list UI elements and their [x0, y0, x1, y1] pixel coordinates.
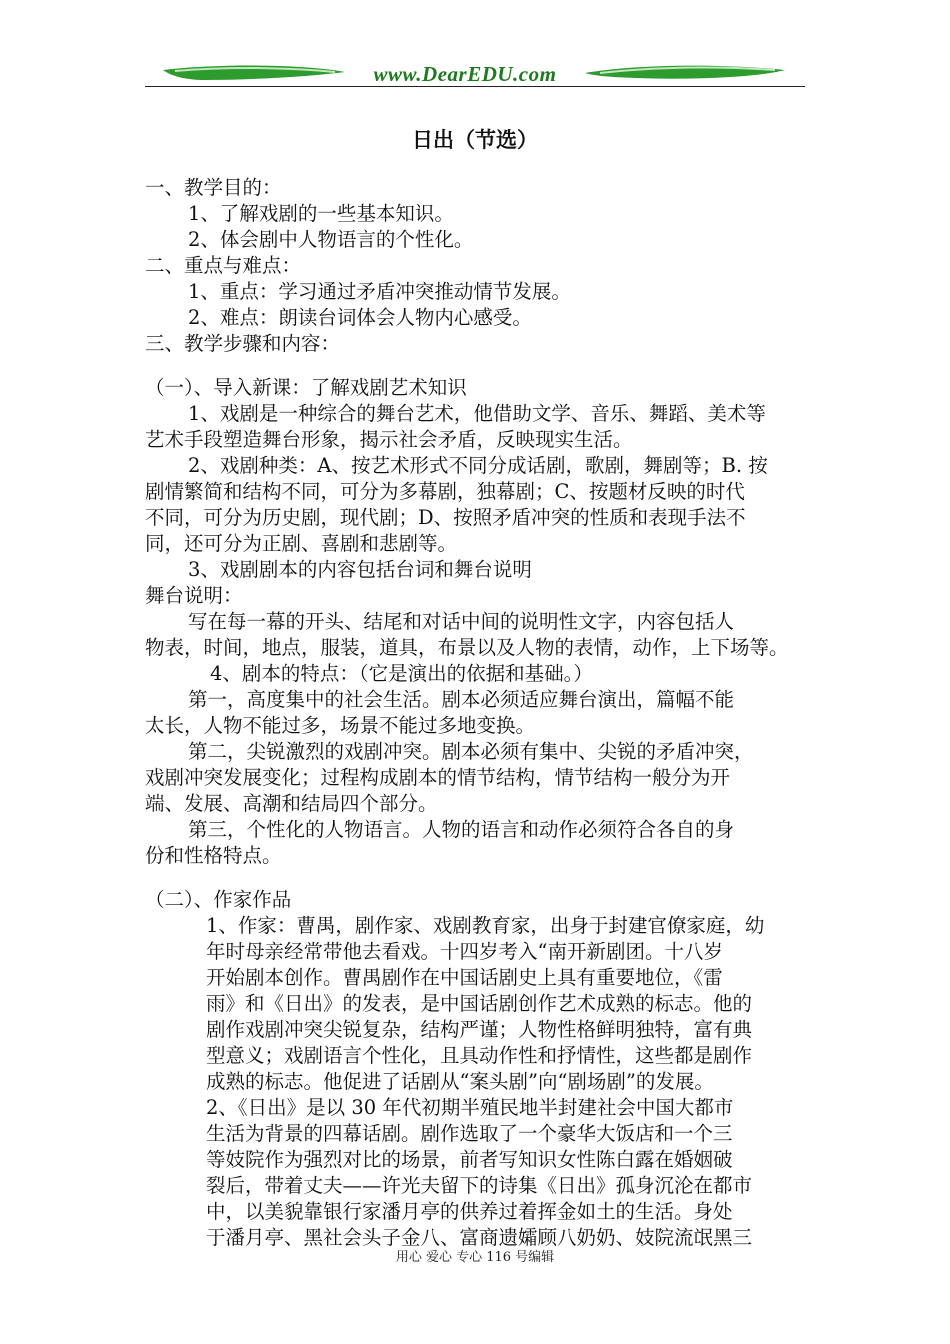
text-line: 4、剧本的特点：（它是演出的依据和基础。）	[210, 662, 593, 685]
text-line: 第二，尖锐激烈的戏剧冲突。剧本必须有集中、尖锐的矛盾冲突，	[188, 740, 754, 763]
text-line: 物表，时间，地点，服装，道具，布景以及人物的表情，动作，上下场等。	[145, 636, 789, 659]
site-logo-text[interactable]: www.DearEDU.com	[373, 62, 557, 86]
text-line: 剧情繁简和结构不同，可分为多幕剧，独幕剧；C、按题材反映的时代	[145, 480, 745, 503]
text-line: 中，以美貌靠银行家潘月亭的供养过着挥金如土的生活。身处	[206, 1200, 733, 1223]
header-divider	[145, 86, 805, 87]
page-footer: 用心 爱心 专心 116 号编辑	[395, 1250, 555, 1265]
text-line: 太长，人物不能过多，场景不能过多地变换。	[145, 714, 536, 737]
text-line: 2、戏剧种类：A、按艺术形式不同分成话剧，歌剧，舞剧等；B. 按	[188, 454, 768, 477]
text-line: 同，还可分为正剧、喜剧和悲剧等。	[145, 532, 458, 555]
text-line: 生活为背景的四幕话剧。剧作选取了一个豪华大饭店和一个三	[206, 1122, 733, 1145]
text-line: 剧作戏剧冲突尖锐复杂，结构严谨；人物性格鲜明独特，富有典	[206, 1018, 753, 1041]
text-line: 不同，可分为历史剧，现代剧；D、按照矛盾冲突的性质和表现手法不	[145, 506, 746, 529]
text-line: 1、戏剧是一种综合的舞台艺术，他借助文学、音乐、舞蹈、美术等	[188, 402, 766, 425]
text-line: 2、难点：朗读台词体会人物内心感受。	[188, 306, 532, 329]
text-line: 年时母亲经常带他去看戏。十四岁考入“南开新剧团。十八岁	[206, 940, 723, 963]
text-line: 舞台说明：	[145, 584, 243, 607]
text-line: 戏剧冲突发展变化；过程构成剧本的情节结构，情节结构一般分为开	[145, 766, 731, 789]
text-line: （一）、导入新课：了解戏剧艺术知识	[145, 376, 467, 399]
text-line: （二）、作家作品	[145, 888, 292, 911]
text-line: 2、体会剧中人物语言的个性化。	[188, 228, 474, 251]
text-line: 一、教学目的：	[145, 176, 282, 199]
text-line: 1、重点：学习通过矛盾冲突推动情节发展。	[188, 280, 571, 303]
text-line: 2、《日出》是以 30 年代初期半殖民地半封建社会中国大都市	[206, 1096, 734, 1119]
text-line: 第一，高度集中的社会生活。剧本必须适应舞台演出，篇幅不能	[188, 688, 735, 711]
text-line: 1、了解戏剧的一些基本知识。	[188, 202, 454, 225]
text-line: 写在每一幕的开头、结尾和对话中间的说明性文字，内容包括人	[188, 610, 735, 633]
text-line: 开始剧本创作。曹禺剧作在中国话剧史上具有重要地位，《雷	[206, 966, 723, 989]
text-line: 3、戏剧剧本的内容包括台词和舞台说明	[188, 558, 532, 581]
text-line: 份和性格特点。	[145, 844, 282, 867]
text-line: 型意义；戏剧语言个性化，且具动作性和抒情性，这些都是剧作	[206, 1044, 753, 1067]
text-line: 1、作家：曹禺，剧作家、戏剧教育家，出身于封建官僚家庭，幼	[206, 914, 765, 937]
text-line: 雨》和《日出》的发表，是中国话剧创作艺术成熟的标志。他的	[206, 992, 753, 1015]
text-line: 三、教学步骤和内容：	[145, 332, 341, 355]
text-line: 二、重点与难点：	[145, 254, 302, 277]
text-line: 裂后，带着丈夫——许光夫留下的诗集《日出》孤身沉沦在都市	[206, 1174, 753, 1197]
text-line: 成熟的标志。他促进了话剧从“案头剧”向“剧场剧”的发展。	[206, 1070, 714, 1093]
text-line: 端、发展、高潮和结局四个部分。	[145, 792, 438, 815]
text-line: 等妓院作为强烈对比的场景，前者写知识女性陈白露在婚姻破	[206, 1148, 733, 1171]
text-line: 艺术手段塑造舞台形象，揭示社会矛盾，反映现实生活。	[145, 428, 633, 451]
text-line: 于潘月亭、黑社会头子金八、富商遗孀顾八奶奶、妓院流氓黑三	[206, 1226, 753, 1249]
document-title: 日出（节选）	[412, 128, 538, 152]
text-line: 第三，个性化的人物语言。人物的语言和动作必须符合各自的身	[188, 818, 735, 841]
